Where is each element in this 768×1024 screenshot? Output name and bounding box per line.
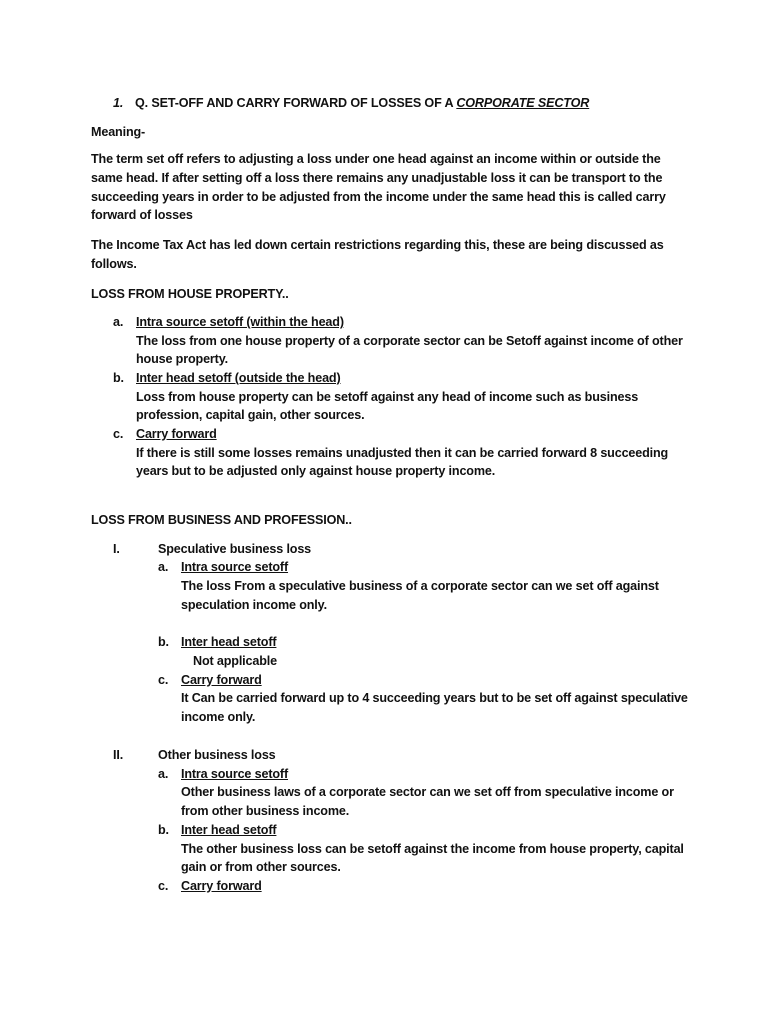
restrictions-line: follows. [91, 257, 137, 271]
item-title: Intra source setoff [181, 560, 289, 574]
section-marker: II. [113, 748, 124, 762]
list-marker: c. [113, 427, 124, 441]
business-title: LOSS FROM BUSINESS AND PROFESSION.. [91, 513, 352, 527]
list-marker: a. [158, 767, 169, 781]
list-marker: b. [113, 371, 124, 385]
item-title: Inter head setoff (outside the head) [136, 371, 341, 385]
heading-text: Q. SET-OFF AND CARRY FORWARD OF LOSSES OF A [135, 96, 457, 110]
section-title: Other business loss [158, 748, 276, 762]
list-marker: c. [158, 879, 169, 893]
item-line: The other business loss can be setoff against the income from house property, capital [181, 842, 684, 856]
item-line: Not applicable [193, 654, 277, 668]
item-title: Intra source setoff [181, 767, 289, 781]
heading-number: 1. [113, 96, 124, 110]
item-title: Carry forward [181, 879, 262, 893]
item-title: Intra source setoff (within the head) [136, 315, 344, 329]
item-line: gain or from other sources. [181, 860, 341, 874]
intro-line: The term set off refers to adjusting a loss under one head against an income within or outside the [91, 152, 661, 166]
list-marker: c. [158, 673, 169, 687]
item-line: speculation income only. [181, 598, 327, 612]
item-title: Inter head setoff [181, 635, 277, 649]
list-marker: a. [113, 315, 124, 329]
restrictions-line: The Income Tax Act has led down certain restrictions regarding this, these are being discussed as [91, 238, 664, 252]
item-line: Loss from house property can be setoff against any head of income such as business [136, 390, 639, 404]
item-line: If there is still some losses remains unadjusted then it can be carried forward 8 succeeding [136, 446, 669, 460]
item-line: Other business laws of a corporate sector can we set off from speculative income or [181, 785, 674, 799]
house-property-title: LOSS FROM HOUSE PROPERTY.. [91, 287, 289, 301]
intro-line: succeeding years in order to be adjusted from the income under the same head this is called carry [91, 190, 666, 204]
item-line: The loss From a speculative business of a corporate sector can we set off against [181, 579, 659, 593]
item-title: Carry forward [181, 673, 262, 687]
section-title: Speculative business loss [158, 542, 312, 556]
list-marker: b. [158, 823, 169, 837]
list-marker: a. [158, 560, 169, 574]
item-line: profession, capital gain, other sources. [136, 408, 365, 422]
item-line: income only. [181, 710, 256, 724]
item-line: years but to be adjusted only against house property income. [136, 464, 496, 478]
list-marker: b. [158, 635, 169, 649]
item-title: Inter head setoff [181, 823, 277, 837]
item-line: from other business income. [181, 804, 350, 818]
intro-line: forward of losses [91, 208, 193, 222]
section-marker: I. [113, 542, 120, 556]
heading-emphasis: CORPORATE SECTOR [456, 96, 590, 110]
item-line: The loss from one house property of a corporate sector can be Setoff against income of other [136, 334, 683, 348]
item-line: It Can be carried forward up to 4 succeeding years but to be set off against speculative [181, 691, 688, 705]
item-line: house property. [136, 352, 228, 366]
meaning-label: Meaning- [91, 125, 146, 139]
heading-title [135, 94, 589, 113]
item-title: Carry forward [136, 427, 217, 441]
intro-line: same head. If after setting off a loss there remains any unadjustable loss it can be transport to the [91, 171, 663, 185]
